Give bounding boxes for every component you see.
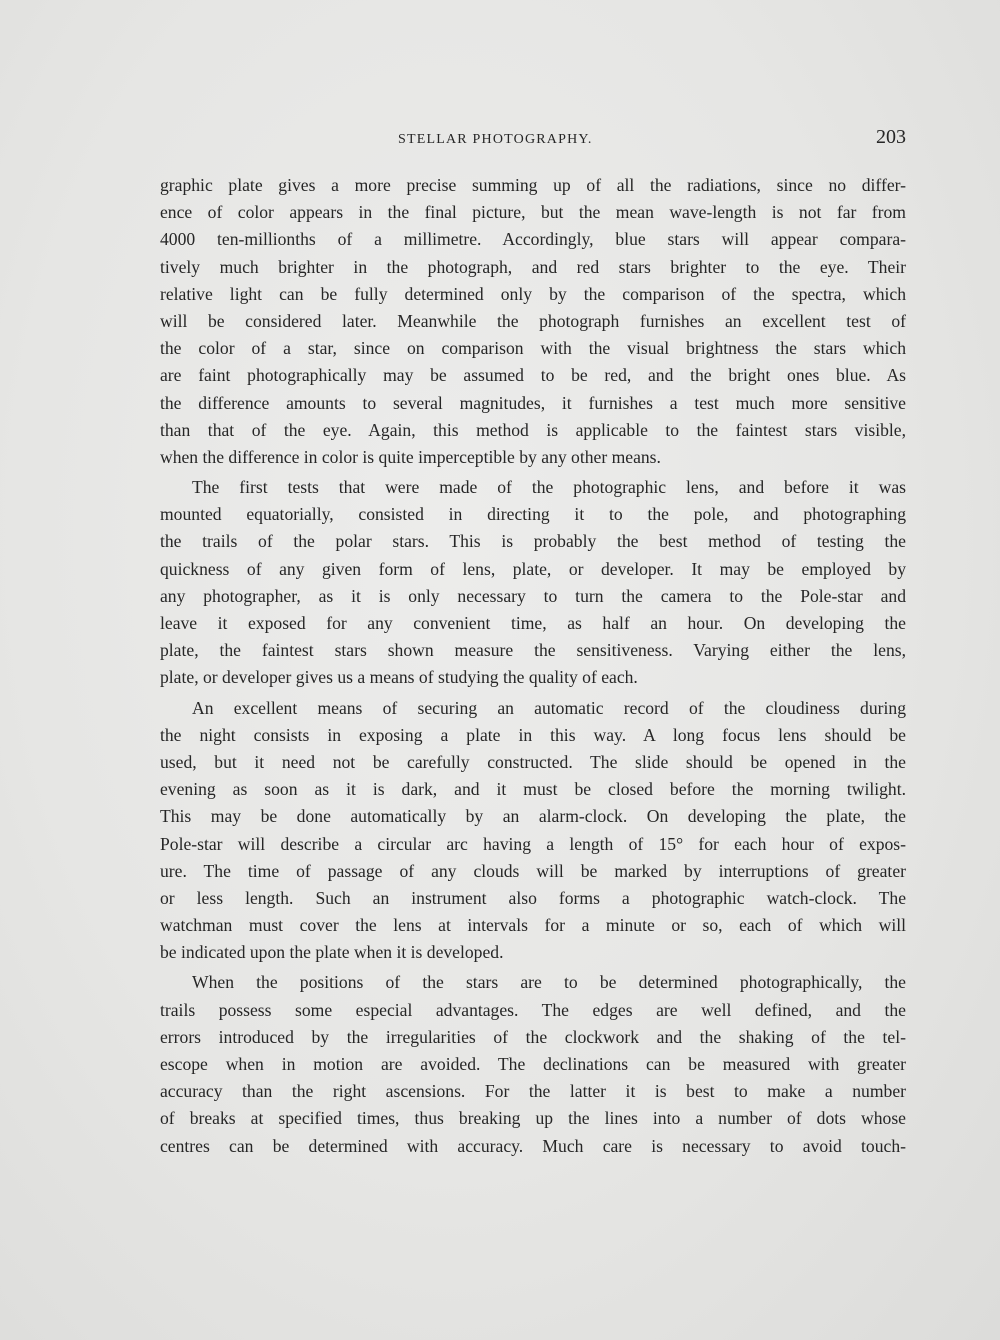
text-line: mounted equatorially, consisted in directing it to the pole, and photographing <box>160 504 906 525</box>
text-line: relative light can be fully determined only by the comparison of the spectra, which <box>160 283 906 304</box>
text-line: the color of a star, since on comparison with the visual brightness the stars which <box>160 338 906 359</box>
text-line: than that of the eye. Again, this method is applicable to the faintest stars visible, <box>160 419 906 440</box>
text-line: evening as soon as it is dark, and it must be closed before the morning twilight. <box>160 779 906 800</box>
text-line: the night consists in exposing a plate in this way. A long focus lens should be <box>160 724 906 745</box>
text-line: be indicated upon the plate when it is developed. <box>160 942 504 963</box>
text-line: Pole-star will describe a circular arc having a length of 15° for each hour of expos- <box>160 833 906 854</box>
text-line: accuracy than the right ascensions. For the latter it is best to make a number <box>160 1081 906 1102</box>
text-line: ure. The time of passage of any clouds will be marked by interruptions of greater <box>160 860 906 881</box>
text-line: centres can be determined with accuracy. Much care is necessary to avoid touch- <box>160 1135 906 1156</box>
text-line: trails possess some especial advantages. The edges are well defined, and the <box>160 999 906 1020</box>
page-body <box>160 172 906 1160</box>
text-line: the trails of the polar stars. This is probably the best method of testing the <box>160 531 906 552</box>
page-header <box>160 126 906 156</box>
text-line: are faint photographically may be assumed to be red, and the bright ones blue. As <box>160 365 906 386</box>
text-line: watchman must cover the lens at intervals for a minute or so, each of which will <box>160 915 906 936</box>
text-line: when the difference in color is quite imperceptible by any other means. <box>160 446 661 467</box>
text-line: of breaks at specified times, thus breaking up the lines into a number of dots whose <box>160 1108 906 1129</box>
paragraph <box>160 474 906 692</box>
text-line: or less length. Such an instrument also forms a photographic watch-clock. The <box>160 887 906 908</box>
page-number: 203 <box>876 126 906 148</box>
text-line: will be considered later. Meanwhile the photograph furnishes an excellent test of <box>160 310 906 331</box>
text-line: 4000 ten-millionths of a millimetre. Accordingly, blue stars will appear compara- <box>160 229 906 250</box>
text-line: ence of color appears in the final picture, but the mean wave-length is not far from <box>160 202 906 223</box>
text-line: When the positions of the stars are to be determined photographically, the <box>192 972 906 993</box>
text-line: errors introduced by the irregularities of the clockwork and the shaking of the tel- <box>160 1026 906 1047</box>
text-line: plate, or developer gives us a means of studying the quality of each. <box>160 667 638 688</box>
text-line: graphic plate gives a more precise summing up of all the radiations, since no differ- <box>160 175 906 195</box>
text-line: The first tests that were made of the photographic lens, and before it was <box>192 477 906 498</box>
text-line: leave it exposed for any convenient time, as half an hour. On developing the <box>160 613 906 633</box>
text-line: quickness of any given form of lens, plate, or developer. It may be employed by <box>160 558 906 579</box>
text-line: This may be done automatically by an alarm-clock. On developing the plate, the <box>160 806 906 827</box>
running-title: STELLAR PHOTOGRAPHY. <box>398 132 593 147</box>
paragraph <box>160 172 906 471</box>
text-line: the difference amounts to several magnitudes, it furnishes a test much more sensitive <box>160 392 906 413</box>
text-line: escope when in motion are avoided. The declinations can be measured with greater <box>160 1054 906 1074</box>
text-line: tively much brighter in the photograph, and red stars brighter to the eye. Their <box>160 256 906 277</box>
text-line: plate, the faintest stars shown measure the sensitiveness. Varying either the lens, <box>160 640 906 661</box>
paragraph <box>160 969 906 1159</box>
paragraph <box>160 695 906 967</box>
text-line: used, but it need not be carefully constructed. The slide should be opened in the <box>160 751 906 772</box>
text-line: An excellent means of securing an automatic record of the cloudiness during <box>192 697 906 718</box>
text-line: any photographer, as it is only necessary to turn the camera to the Pole-star and <box>160 585 906 606</box>
